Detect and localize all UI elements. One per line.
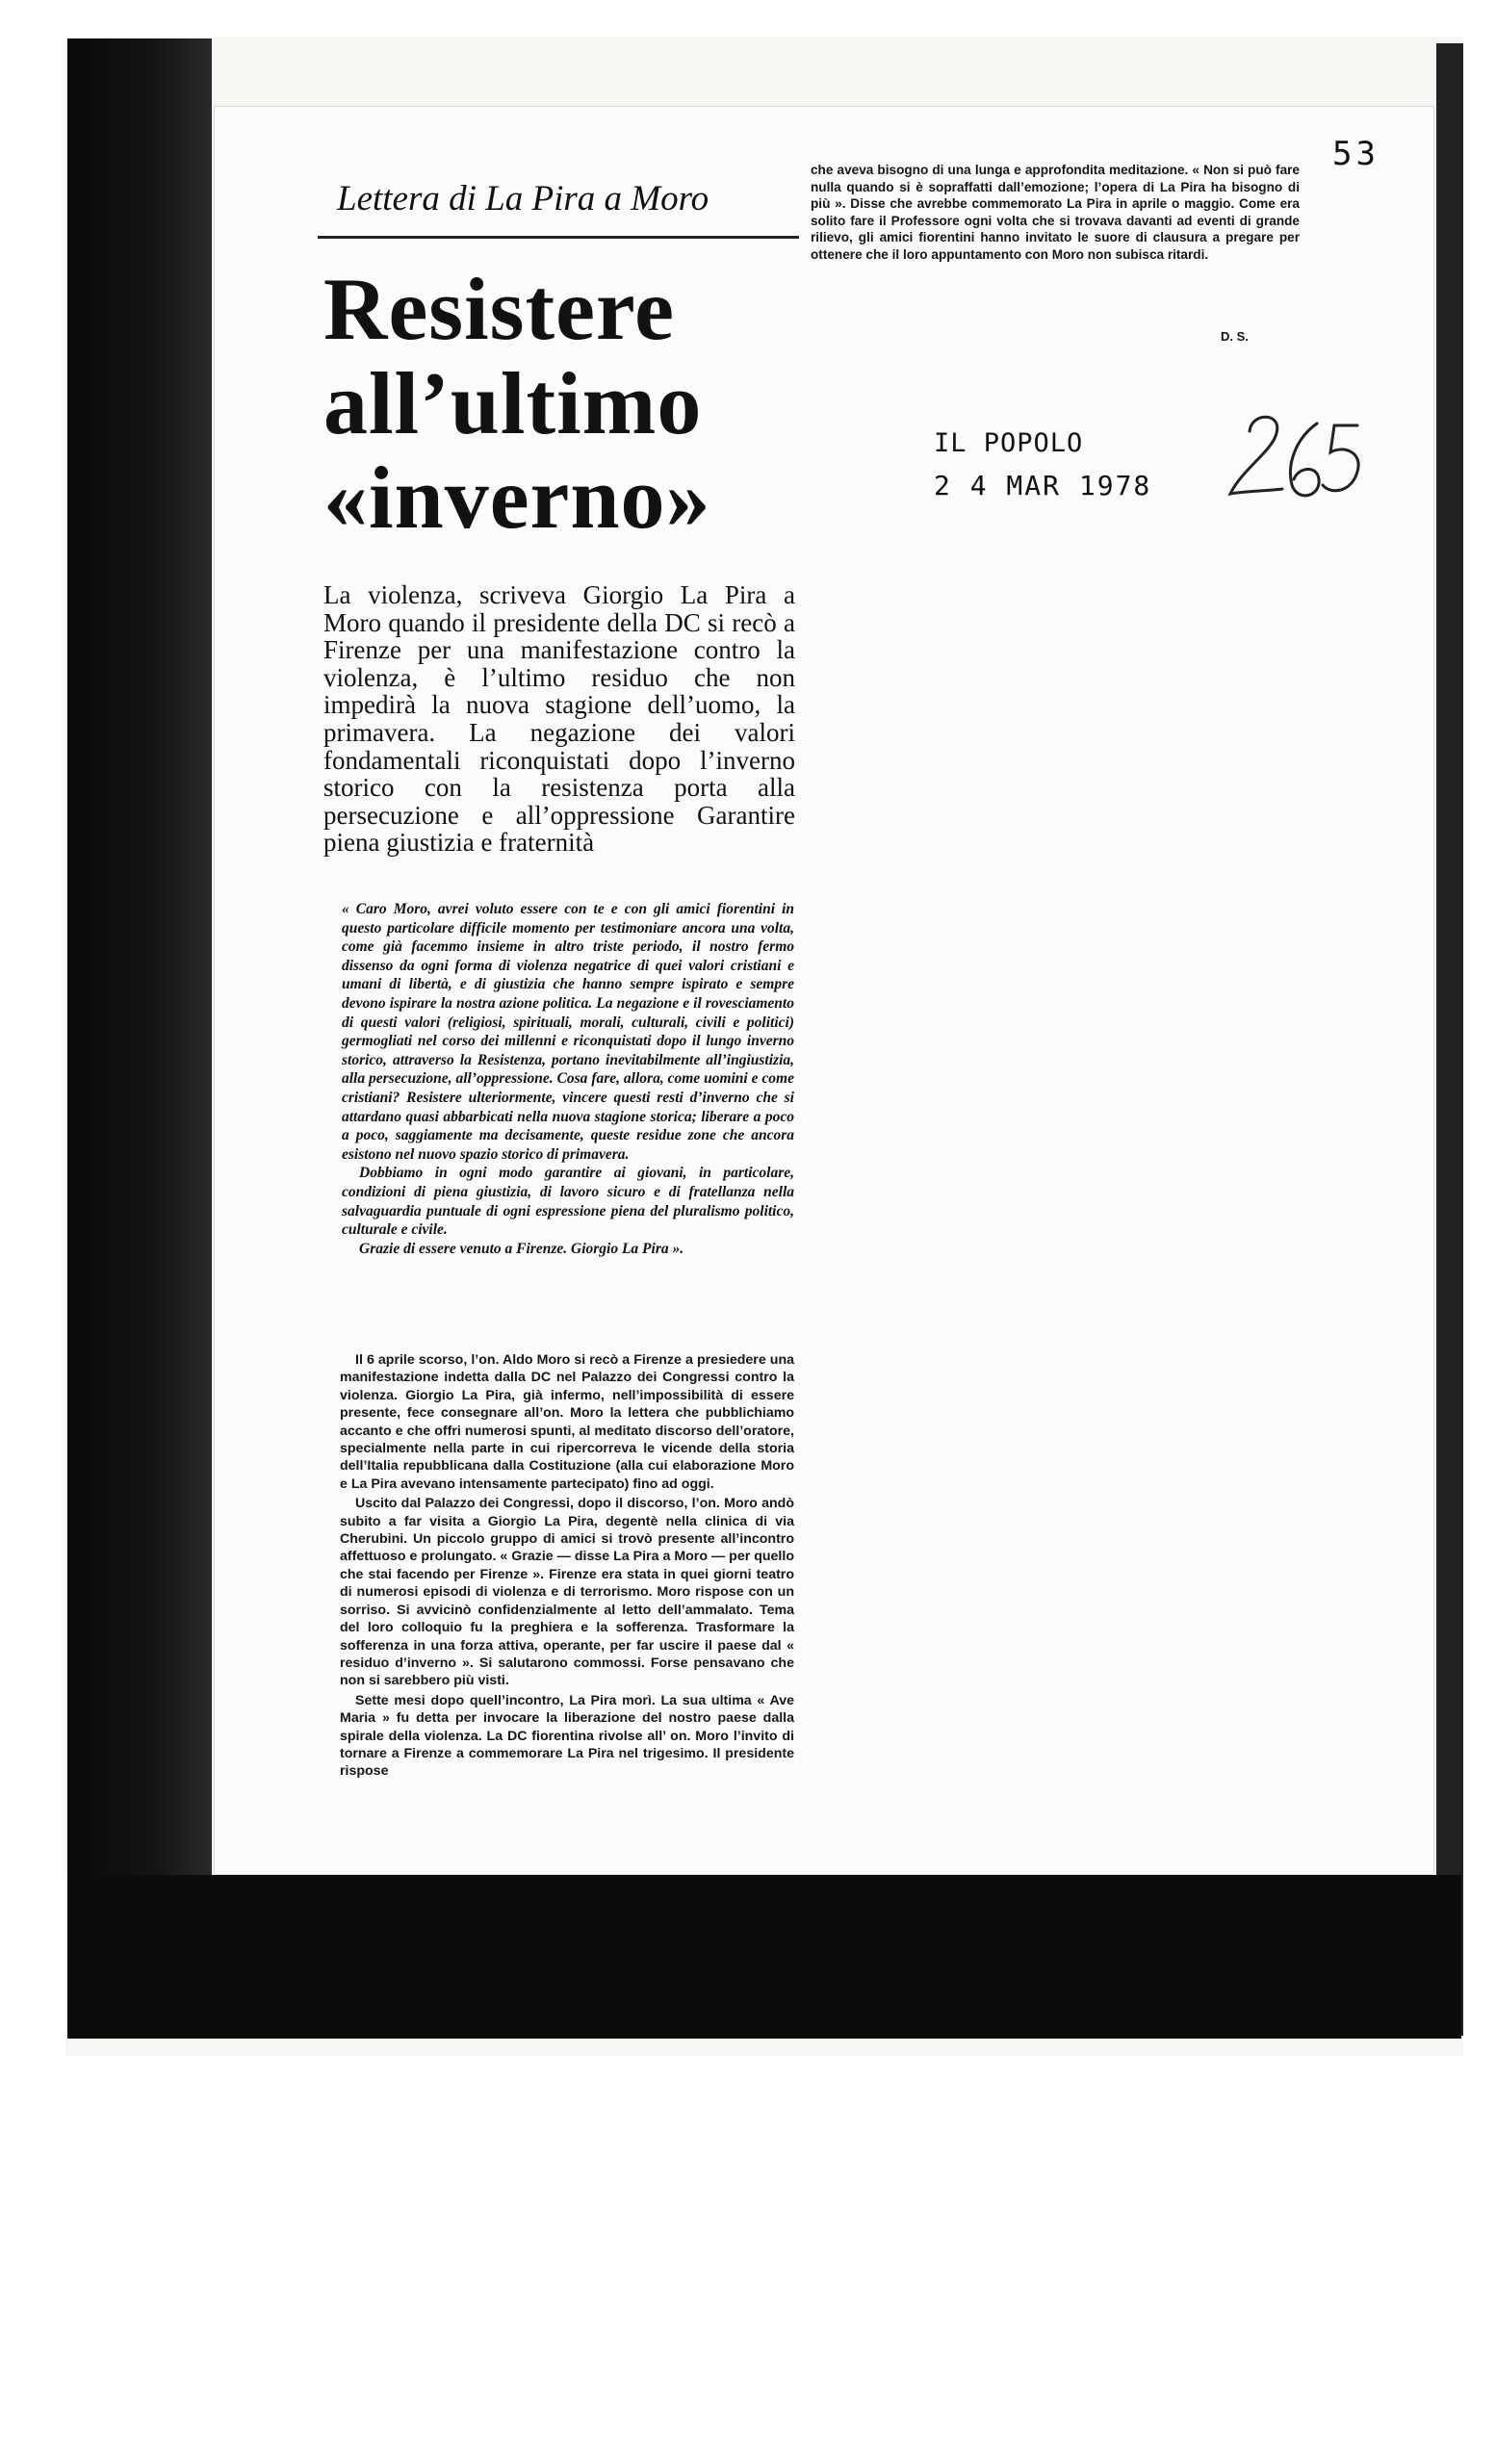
deck-paragraph: La violenza, scriveva Giorgio La Pira a Moro quando il presidente della DC si recò a Firenze per una manifestazione contro la violenza, è l’ultimo residuo che non impedirà la nuova stagione dell’uomo, la primavera. La negazione dei valori fondamentali riconquistati dopo l’inverno storico con la resistenza porta alla persecuzione e all’oppressione Garantire piena giustizia e fraternità <box>323 580 795 858</box>
photocopy-edge-bottom <box>67 1875 1461 2039</box>
letter-paragraph-1: « Caro Moro, avrei voluto essere con te e con gli amici fiorentini in questo particolare difficile momento per testimoniare ancora una volta, come già facemmo insieme in altro triste periodo, il nostro fermo dissenso da ogni forma di violenza negatrice di quei valori cristiani e umani di libertà, e di giustizia che hanno sempre ispirato e sempre devono ispirare la nostra azione politica. La negazione e il rovesciamento di questi valori (religiosi, spirituali, morali, culturali, civili e politici) germogliati nel corso dei millenni e riconquistati dopo il lungo inverno storico, attraverso la Resistenza, portano inevitabilmente all’ingiustizia, alla persecuzione, all’oppressione. Cosa fare, allora, come uomini e come cristiani? Resistere ulteriormente, vincere questi resti d’inverno che si attardano quasi abbarbicati nella nuova stagione storica; liberare a poco a poco, saggiamente ma decisamente, queste residue zone che ancora esistono nel nuovo spazio storico di primavera. <box>342 901 794 1163</box>
author-initials: D. S. <box>1221 329 1249 344</box>
kicker-rule <box>318 236 799 239</box>
article-continuation: che aveva bisogno di una lunga e approfondita meditazione. « Non si può fare nulla quando si è sopraffatti dall’emozione; l’opera di La Pira ha bisogno di più ». Disse che avrebbe commemorato La Pira in aprile o maggio. Come era solito fare il Professore ogni volta che si trovava davanti ad eventi di grande rilievo, gli amici fiorentini hanno invitato le suore di clausura a pregare per ottenere che il loro appuntamento con Moro non subisca ritardi. <box>811 163 1300 262</box>
photocopy-edge-right <box>1436 43 1463 2036</box>
page-number: 53 <box>1332 135 1380 173</box>
letter-paragraph-3: Grazie di essere venuto a Firenze. Giorgio La Pira ». <box>359 1240 684 1257</box>
handwritten-number <box>1223 402 1367 518</box>
photocopy-edge-left <box>67 38 212 2039</box>
letter-text <box>342 900 794 1258</box>
body-paragraph-3: Sette mesi dopo quell’incontro, La Pira morì. La sua ultima « Ave Maria » fu detta per invocare la liberazione del nostro paese dalla spirale della violenza. La DC fiorentina rivolse all’ on. Moro l’invito di tornare a Firenze a commemorare La Pira nel trigesimo. Il presidente rispose <box>340 1692 794 1780</box>
body-paragraph-2: Uscito dal Palazzo dei Congressi, dopo il discorso, l’on. Moro andò subito a far visita a Giorgio La Pira, degentè nella clinica di via Cherubini. Un piccolo gruppo di amici si trovò presente all’incontro affettuoso e prolungato. « Grazie — disse La Pira a Moro — per quello che stai facendo per Firenze ». Firenze era stata in quei giorni teatro di numerosi episodi di violenza e di terrorismo. Moro rispose con un sorriso. Si avvicinò confidenzialmente al letto dell’ammalato. Tema del loro colloquio fu la preghiera e la sofferenza. Trasformare la sofferenza in una forza attiva, operante, per far uscire il paese dal « residuo d’inverno ». Si salutarono commossi. Forse pensavano che non si sarebbero più visti. <box>340 1496 794 1689</box>
date-stamp: 2 4 MAR 1978 <box>934 470 1152 501</box>
headline-line-1: Resistere <box>323 260 675 358</box>
kicker: Lettera di La Pira a Moro <box>337 179 709 218</box>
source-stamp: IL POPOLO <box>934 428 1084 458</box>
body-paragraph-1: Il 6 aprile scorso, l’on. Aldo Moro si recò a Firenze a presiedere una manifestazione indetta dalla DC nel Palazzo dei Congressi contro la violenza. Giorgio La Pira, già infermo, nell’impossibilità di essere presente, fece consegnare all’on. Moro la lettera che pubblichiamo accanto e che offri numerosi spunti, al meditato discorso dell’oratore, specialmente nella parte in cui ripercorreva le vicende della storia dell’Italia repubblicana dalla Costituzione (alla cui elaborazione Moro e La Pira avevano intensamente partecipato) fino ad oggi. <box>340 1352 794 1492</box>
headline-line-2: all’ultimo <box>323 354 703 452</box>
headline-line-3: «inverno» <box>323 449 711 547</box>
article-body <box>340 1351 794 1783</box>
letter-paragraph-2: Dobbiamo in ogni modo garantire ai giovani, in particolare, condizioni di piena giustizia, di lavoro sicuro e di fratellanza nella salvaguardia puntuale di ogni espressione piena del pluralismo politico, culturale e civile. <box>342 1165 794 1239</box>
headline <box>323 262 824 545</box>
